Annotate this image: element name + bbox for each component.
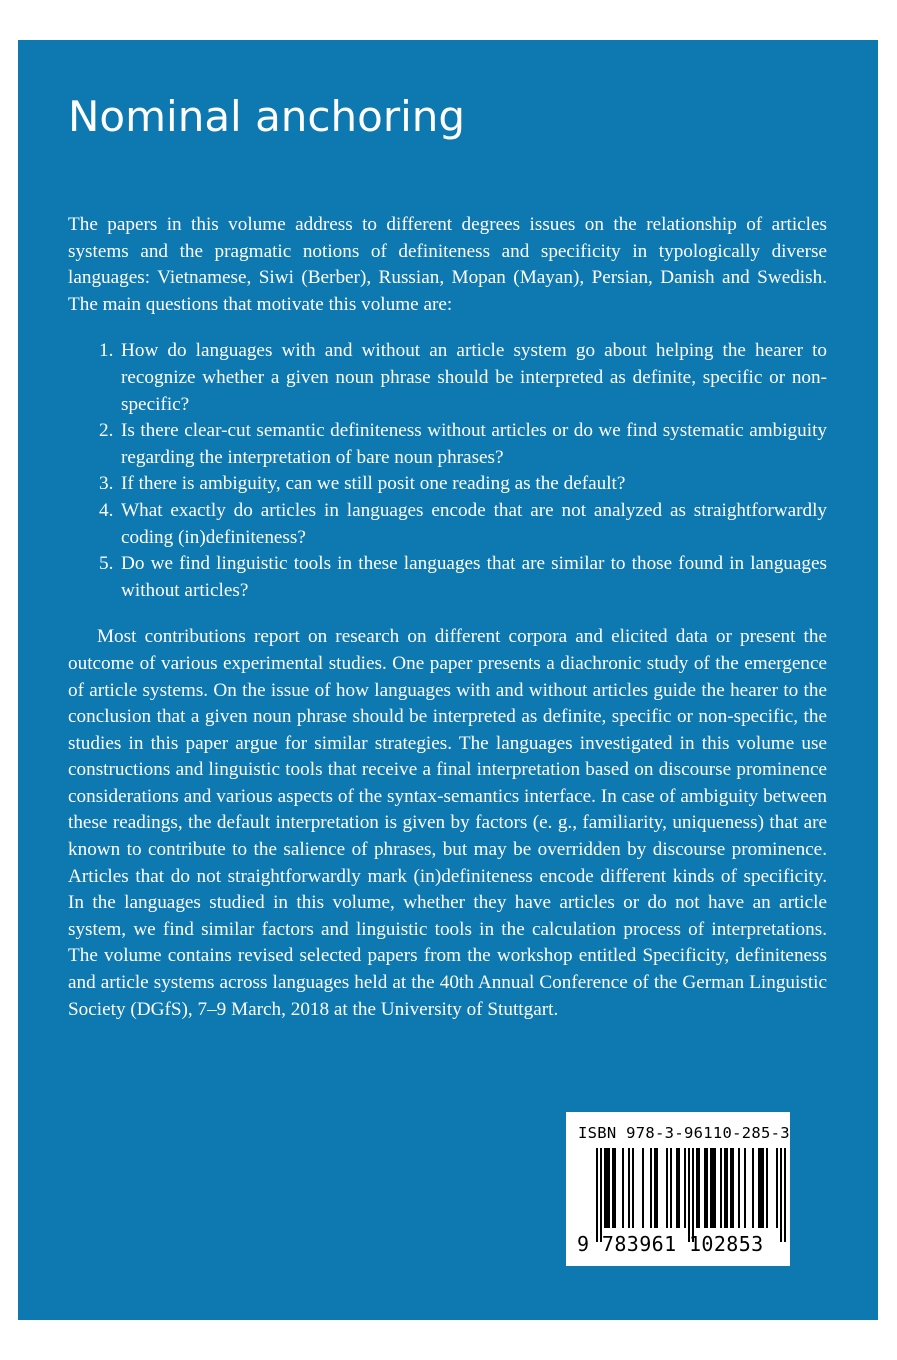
list-number: 4. xyxy=(99,499,114,521)
barcode-bar xyxy=(612,1148,616,1228)
barcode-bars xyxy=(596,1148,786,1242)
blurb xyxy=(68,212,827,1023)
back-cover xyxy=(18,40,878,1320)
barcode-bar xyxy=(738,1148,740,1228)
barcode-bar xyxy=(688,1148,690,1242)
intro-paragraph: The papers in this volume address to different degrees issues on the relationship of articles systems and the pragmatic notions of definiteness and specificity in typologically diverse languages: Vietnamese, Siwi (Berber), Russian, Mopan (Mayan), Persian, Danish and Swedish. The main questions that motivate this volume are: xyxy=(68,214,827,315)
list-item-text: What exactly do articles in languages encode that are not analyzed as straightforwardly coding (in)definiteness? xyxy=(121,499,827,548)
list-item-text: If there is ambiguity, can we still posit one reading as the default? xyxy=(121,473,626,495)
barcode-bar xyxy=(604,1148,610,1228)
barcode-bar xyxy=(704,1148,708,1228)
barcode-bar xyxy=(696,1148,700,1228)
barcode-bar xyxy=(744,1148,746,1228)
list-number: 3. xyxy=(99,473,114,495)
list-item xyxy=(68,471,827,498)
list-number: 5. xyxy=(99,553,114,575)
list-number: 2. xyxy=(99,420,114,442)
barcode-bar xyxy=(766,1148,768,1228)
barcode-bar xyxy=(654,1148,658,1228)
barcode-bar xyxy=(632,1148,634,1228)
barcode-bar xyxy=(758,1148,764,1228)
barcode-bar xyxy=(692,1148,694,1242)
barcode-bar xyxy=(628,1148,630,1228)
barcode-bar xyxy=(676,1148,680,1228)
questions-list xyxy=(68,338,827,604)
barcode-bar xyxy=(776,1148,778,1228)
barcode-bar xyxy=(666,1148,668,1228)
barcode-bar xyxy=(780,1148,782,1242)
isbn-barcode xyxy=(566,1112,790,1266)
list-item xyxy=(68,418,827,471)
barcode-bar xyxy=(650,1148,652,1228)
list-item xyxy=(68,498,827,551)
list-item xyxy=(68,338,827,418)
barcode-bar xyxy=(784,1148,786,1242)
list-item-text: Is there clear-cut semantic definiteness without articles or do we find systematic ambiguity regarding the interpretation of bare noun phrases? xyxy=(121,420,827,468)
summary-paragraph: Most contributions report on research on different corpora and elicited data or present the outcome of various experimental studies. One paper presents a diachronic study of the emergence of article systems. On the issue of how languages with and without articles guide the hearer to the conclusion that a given noun phrase should be interpreted as definite, specific or non-specific, the studies in this paper argue for similar strategies. The languages investigated in this volume use constructions and linguistic tools that receive a final interpretation based on discourse prominence considerations and various aspects of the syntax-semantics interface. In case of ambiguity between these readings, the default interpretation is given by factors (e. g., familiarity, uniqueness) that are known to contribute to the salience of phrases, but may be overridden by discourse prominence. Articles that do not straightforwardly mark (in)definiteness encode different kinds of specificity. In the languages studied in this volume, whether they have articles or do not have an article system, we find similar factors and linguistic tools in the calculation process of interpretations. The volume contains revised selected papers from the workshop entitled Specificity, definiteness and article systems across languages held at the 40th Annual Conference of the German Linguistic Society (DGfS), 7–9 March, 2018 at the University of Stuttgart. xyxy=(68,626,827,1020)
book-title: Nominal anchoring xyxy=(68,92,466,141)
barcode-bar xyxy=(642,1148,644,1228)
barcode-bar xyxy=(730,1148,734,1228)
barcode-bar xyxy=(670,1148,672,1228)
barcode-bar xyxy=(710,1148,716,1228)
list-item-text: Do we find linguistic tools in these languages that are similar to those found in languages without articles? xyxy=(121,553,827,601)
barcode-bar xyxy=(752,1148,754,1228)
barcode-bar xyxy=(724,1148,728,1228)
list-number: 1. xyxy=(99,340,114,362)
list-item xyxy=(68,551,827,604)
isbn-label: ISBN 978-3-96110-285-3 xyxy=(578,1124,790,1142)
barcode-bar xyxy=(596,1148,598,1242)
list-item-text: How do languages with and without an article system go about helping the hearer to recognize whether a given noun phrase should be interpreted as definite, specific or non-specific? xyxy=(121,340,827,415)
barcode-bar xyxy=(720,1148,722,1228)
barcode-bar xyxy=(600,1148,602,1242)
barcode-digits: 9 783961 102853 xyxy=(577,1232,764,1256)
barcode-bar xyxy=(622,1148,624,1228)
barcode-bar xyxy=(684,1148,686,1228)
